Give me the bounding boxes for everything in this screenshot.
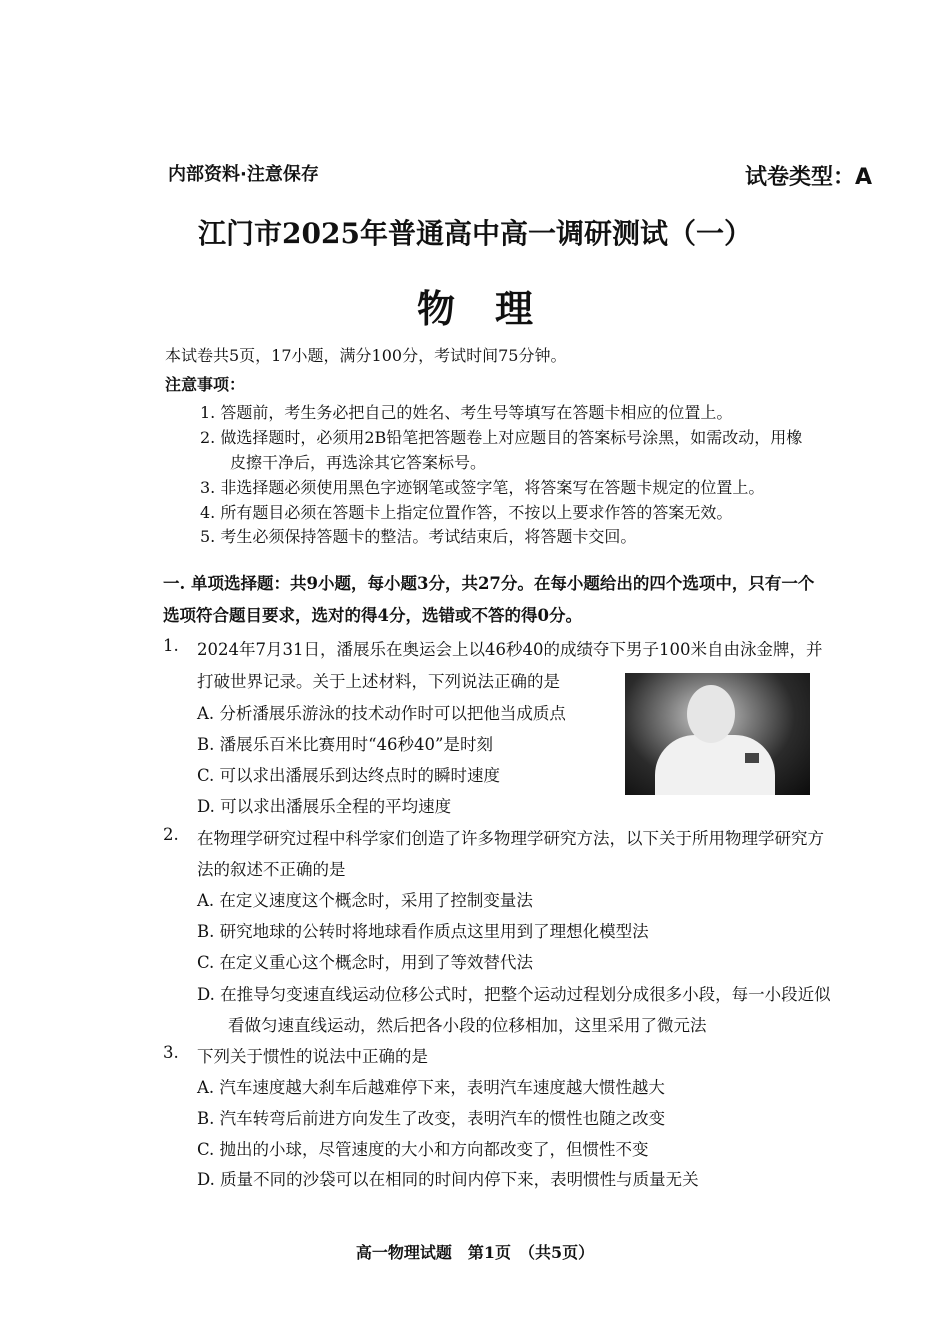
option-a: A. 在定义速度这个概念时，采用了控制变量法 bbox=[197, 891, 533, 910]
question-stem: 打破世界记录。关于上述材料，下列说法正确的是 bbox=[197, 672, 560, 691]
question-stem: 2024年7月31日，潘展乐在奥运会上以46秒40的成绩夺下男子100米自由泳金牌，并 bbox=[197, 640, 823, 659]
notice-item: 4. 所有题目必须在答题卡上指定位置作答，不按以上要求作答的答案无效。 bbox=[200, 503, 733, 522]
notice-item: 2. 做选择题时，必须用2B铅笔把答题卷上对应题目的答案标号涂黑，如需改动，用橡 bbox=[200, 428, 803, 447]
section-heading-continued: 选项符合题目要求，选对的得4分，选错或不答的得0分。 bbox=[163, 606, 582, 625]
question-stem: 法的叙述不正确的是 bbox=[197, 860, 346, 879]
question-stem: 在物理学研究过程中科学家们创造了许多物理学研究方法，以下关于所用物理学研究方 bbox=[197, 829, 824, 848]
question-number: 1. bbox=[163, 636, 179, 655]
photo-head-shape bbox=[687, 685, 735, 743]
option-b: B. 潘展乐百米比赛用时“46秒40”是时刻 bbox=[197, 735, 493, 754]
option-d: D. 可以求出潘展乐全程的平均速度 bbox=[197, 797, 452, 816]
option-c: C. 抛出的小球，尽管速度的大小和方向都改变了，但惯性不变 bbox=[197, 1140, 649, 1159]
photo-flag-shape bbox=[745, 753, 759, 763]
question-number: 2. bbox=[163, 825, 179, 844]
exam-title: 江门市2025年普通高中高一调研测试（一） bbox=[198, 217, 752, 250]
option-d: D. 在推导匀变速直线运动位移公式时，把整个运动过程划分成很多小段，每一小段近似 bbox=[197, 985, 831, 1004]
notice-heading: 注意事项： bbox=[165, 375, 246, 394]
swimmer-photo bbox=[625, 673, 810, 795]
option-b: B. 研究地球的公转时将地球看作质点这里用到了理想化模型法 bbox=[197, 922, 649, 941]
option-c: C. 在定义重心这个概念时，用到了等效替代法 bbox=[197, 953, 534, 972]
page-footer: 高一物理试题 第1页 （共5页） bbox=[355, 1243, 595, 1262]
subject-title: 物理 bbox=[416, 287, 573, 331]
option-a: A. 分析潘展乐游泳的技术动作时可以把他当成质点 bbox=[197, 704, 566, 723]
exam-intro: 本试卷共5页，17小题，满分100分，考试时间75分钟。 bbox=[165, 346, 567, 365]
option-d: D. 质量不同的沙袋可以在相同的时间内停下来，表明惯性与质量无关 bbox=[197, 1170, 699, 1189]
confidential-label: 内部资料·注意保存 bbox=[168, 164, 319, 185]
question-number: 3. bbox=[163, 1043, 179, 1062]
notice-item-continued: 皮擦干净后，再选涂其它答案标号。 bbox=[230, 453, 487, 472]
notice-item: 1. 答题前，考生务必把自己的姓名、考生号等填写在答题卡相应的位置上。 bbox=[200, 403, 733, 422]
paper-type-label: 试卷类型：A bbox=[745, 165, 873, 190]
photo-body-shape bbox=[655, 735, 775, 795]
section-heading: 一. 单项选择题：共9小题，每小题3分，共27分。在每小题给出的四个选项中，只有一个 bbox=[163, 574, 815, 593]
option-a: A. 汽车速度越大刹车后越难停下来，表明汽车速度越大惯性越大 bbox=[197, 1078, 665, 1097]
question-stem: 下列关于惯性的说法中正确的是 bbox=[197, 1047, 428, 1066]
option-d-continued: 看做匀速直线运动，然后把各小段的位移相加，这里采用了微元法 bbox=[228, 1016, 707, 1035]
option-c: C. 可以求出潘展乐到达终点时的瞬时速度 bbox=[197, 766, 501, 785]
notice-item: 3. 非选择题必须使用黑色字迹钢笔或签字笔，将答案写在答题卡规定的位置上。 bbox=[200, 478, 765, 497]
option-b: B. 汽车转弯后前进方向发生了改变，表明汽车的惯性也随之改变 bbox=[197, 1109, 666, 1128]
notice-item: 5. 考生必须保持答题卡的整洁。考试结束后，将答题卡交回。 bbox=[200, 527, 637, 546]
